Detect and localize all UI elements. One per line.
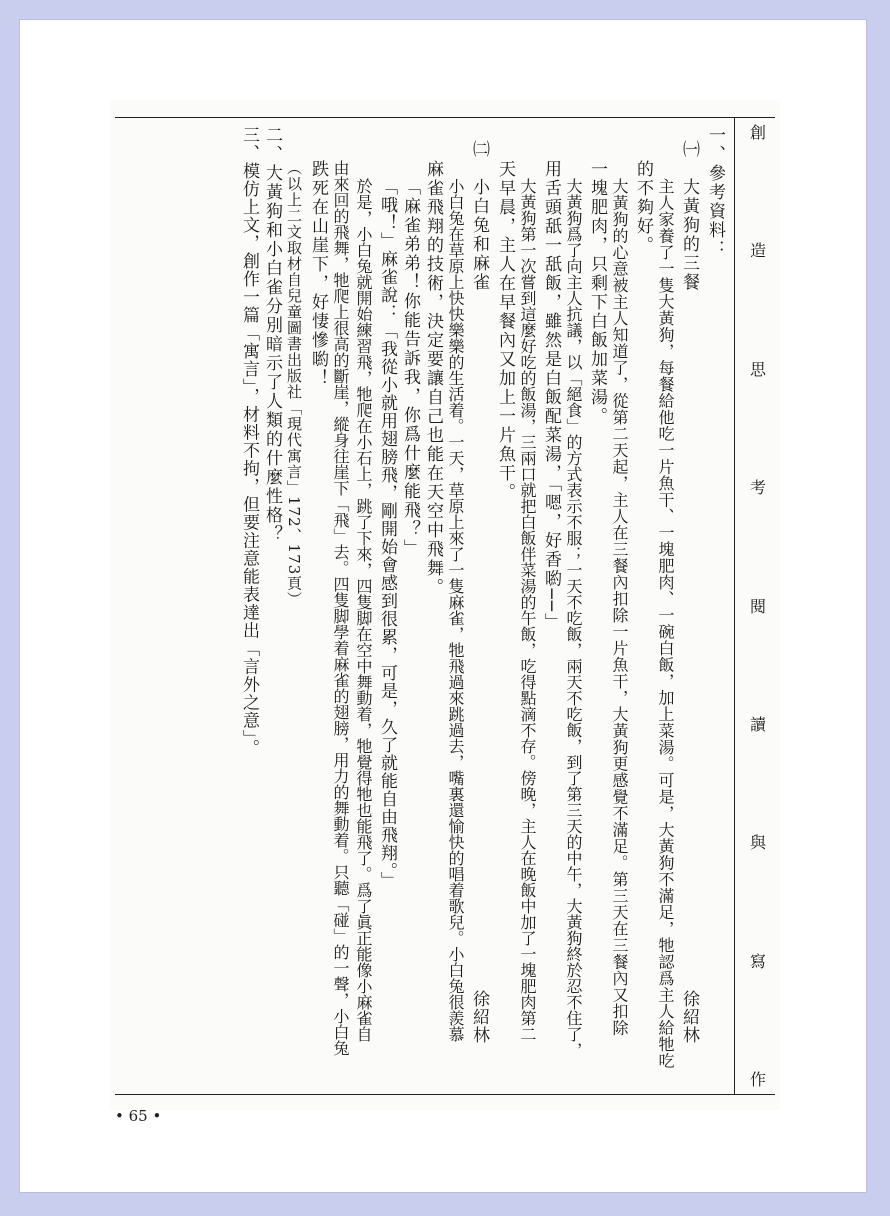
header-char: 思 [749,359,766,379]
header-char: 讀 [749,714,766,734]
text-line: 麻雀飛翔的技術，決定要讓自己也能在天空中飛舞。 [423,160,443,597]
text-line: 用舌頭舐一舐飯，雖然是白飯配菜湯，「嗯，好香喲──」 [541,160,561,632]
header-char: 寫 [749,951,766,971]
running-header [742,120,774,1090]
header-divider [734,117,735,1094]
question-3: 三、模仿上文，創作一篇「寓言」，材料不拘，但要注意能表達出「言外之意」。 [239,126,259,757]
header-char: 考 [749,478,766,498]
text-line: 的不夠好。 [633,160,653,255]
story-title-2: ㈡ 小白兔和麻雀 [469,140,489,292]
section-heading: 一、參考資料： [705,126,725,259]
bottom-rule [115,1094,775,1095]
header-char: 造 [749,241,766,261]
text-line: 由來回的飛舞，牠爬上很高的斷崖，縱身往崖下「飛」去。四隻脚學着麻雀的翅膀，用力的舞動着。只聽「碰」的一聲，小白兔 [331,160,350,1056]
page-number: • 65 • [115,1107,162,1125]
text-line: 「麻雀弟弟！你能告訴我，你爲什麼能飛？」 [400,178,420,558]
text-line: 「哦！」麻雀說：「我從小就用翅膀飛，剛開始會感到很累，可是，久了就能自由飛翔。」 [377,178,397,890]
header-char: 創 [749,123,766,142]
header-char: 閱 [749,596,766,616]
top-rule [115,117,775,118]
source-note: （以上二文取材自兒童圖書出版社「現代寓言」172、173頁） [285,160,303,608]
story-title-1: ㈠ 大黃狗的三餐 [679,140,699,292]
question-2: 二、大黃狗和小白雀分別暗示了人類的什麼性格？ [262,126,282,544]
text-line: 大黃狗第一次嘗到這麼好吃的飯湯，三兩口就把白飯伴菜湯的午飯，吃得點滴不存。傍晚，主人在晚飯中加了一塊肥肉第二 [518,178,537,1042]
text-line: 跌死在山崖下，好悽慘喲！ [308,160,328,388]
text-line: 天早晨，主人在早餐內又加上一片魚干。 [495,160,515,502]
text-line: 小白兔在草原上快快樂樂的生活着。一天，草原上來了一隻麻雀，牠飛過來跳過去，嘴裏還愉快的唱着歌兒。小白兔很羨慕 [446,178,465,1042]
author-1: 徐紹林 [679,990,699,1044]
text-line: 大黃狗的心意被主人知道了，從第二天起，主人在三餐內扣除一片魚干，大黃狗更感覺不滿足。第三天在三餐內又扣除 [610,178,629,1036]
header-char: 與 [749,833,766,853]
author-2: 徐紹林 [469,990,489,1044]
text-line: 主人家養了一隻大黃狗，每餐給他吃一片魚干、一塊肥肉、一碗白飯，加上菜湯。可是，大黃狗不滿足，牠認爲主人給牠吃 [656,178,675,1069]
text-line: 一塊肥肉，只剩下白飯加菜湯。 [587,160,607,426]
text-line: 大黃狗爲了向主人抗議，以「絕食」的方式表示不服；一天不吃飯，兩天不吃飯，到了第三天的中午，大黃狗終於忍不住了， [564,178,583,1058]
header-char: 作 [749,1070,766,1089]
text-line: 於是，小白兔就開始練習飛，牠爬在小石上，跳了下來，四隻脚在空中舞動着，牠覺得牠也能飛了。爲了眞正能像小麻雀自 [354,178,373,1042]
